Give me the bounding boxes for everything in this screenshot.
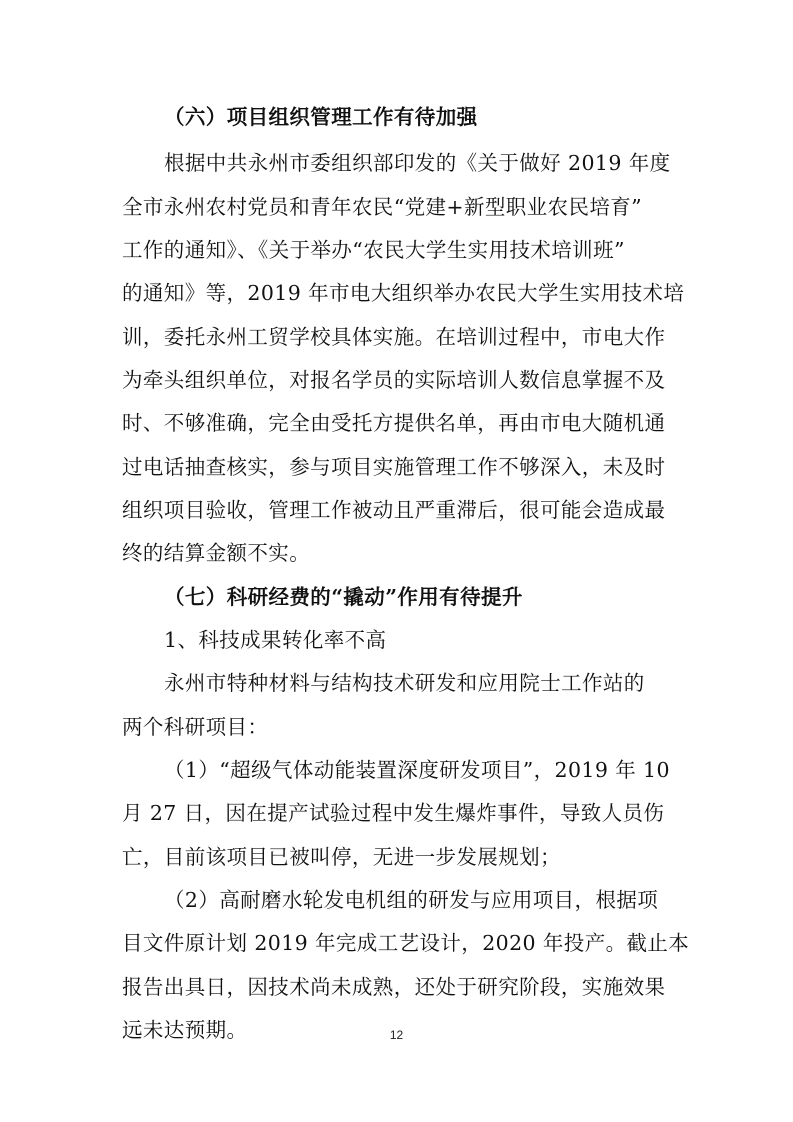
section-heading-7: （七）科研经费的“撬动”作用有待提升 <box>164 585 523 609</box>
text-line: 远未达预期。 <box>122 1018 248 1042</box>
text-line: 全市永州农村党员和青年农民“党建+新型职业农民培育” <box>122 195 643 219</box>
text-line: 为牵头组织单位，对报名学员的实际培训人数信息掌握不及 <box>122 368 666 392</box>
text-line: （2）高耐磨水轮发电机组的研发与应用项目，根据项 <box>164 888 659 912</box>
section-heading-6: （六）项目组织管理工作有待加强 <box>164 105 478 129</box>
text-line: 过电话抽查核实，参与项目实施管理工作不够深入，未及时 <box>122 455 666 479</box>
text-line: 亡，目前该项目已被叫停，无进一步发展规划； <box>122 845 561 869</box>
text-line: 时、不够准确，完全由受托方提供名单，再由市电大随机通 <box>122 411 666 435</box>
text-line: 训，委托永州工贸学校具体实施。在培训过程中，市电大作 <box>122 325 666 349</box>
text-line: 的通知》等，2019 年市电大组织举办农民大学生实用技术培 <box>122 281 685 305</box>
text-line: 报告出具日，因技术尚未成熟，还处于研究阶段，实施效果 <box>122 975 666 999</box>
text-line: 组织项目验收，管理工作被动且严重滞后，很可能会造成最 <box>122 498 666 522</box>
text-line: 月 27 日，因在提产试验过程中发生爆炸事件，导致人员伤 <box>122 801 665 825</box>
text-line: （1）“超级气体动能装置深度研发项目”，2019 年 10 <box>164 758 670 782</box>
text-line: 工作的通知》、《关于举办“农民大学生实用技术培训班” <box>122 238 625 262</box>
text-line: 根据中共永州市委组织部印发的《关于做好 2019 年度 <box>164 151 671 175</box>
text-line: 两个科研项目： <box>122 715 269 739</box>
page-number: 12 <box>389 1028 404 1042</box>
text-line: 终的结算金额不实。 <box>122 541 311 565</box>
text-line: 永州市特种材料与结构技术研发和应用院士工作站的 <box>164 671 645 695</box>
subheading-line: 1、科技成果转化率不高 <box>164 628 387 652</box>
text-line: 目文件原计划 2019 年完成工艺设计，2020 年投产。截止本 <box>122 931 690 955</box>
